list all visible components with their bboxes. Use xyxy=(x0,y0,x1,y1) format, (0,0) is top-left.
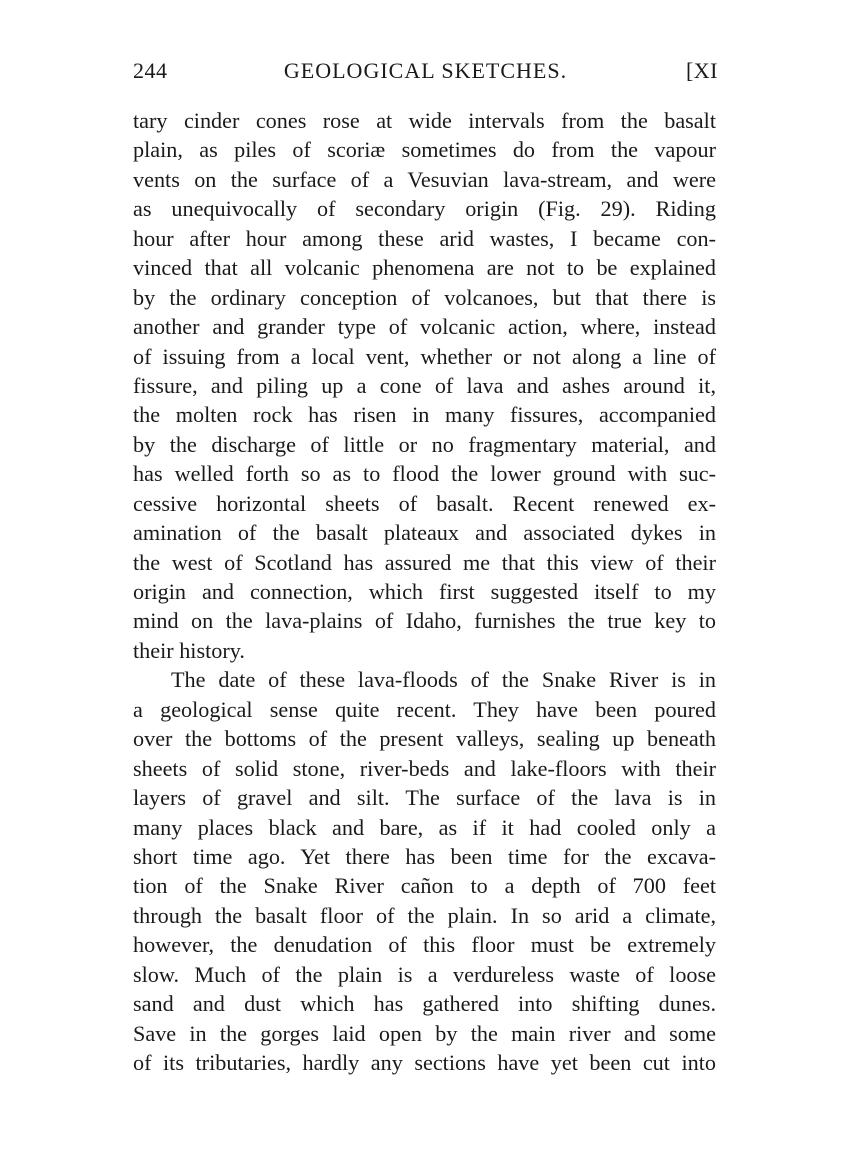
text-line: tary cinder cones rose at wide intervals from the basalt xyxy=(133,108,716,133)
text-line: layers of gravel and silt. The surface of the lava is in xyxy=(133,785,716,811)
chapter-reference: [XI xyxy=(685,58,718,83)
text-line: however, the denudation of this floor must be extremely xyxy=(133,932,716,958)
text-line: Save in the gorges laid open by the main river and some xyxy=(133,1020,716,1046)
text-line: over the bottoms of the present valleys, sealing up beneath xyxy=(133,726,716,752)
text-line: hour after hour among these arid wastes, I became con- xyxy=(133,225,716,251)
text-line: by the discharge of little or no fragmentary material, and xyxy=(133,431,716,457)
text-line: their history. xyxy=(133,637,245,663)
paragraph xyxy=(133,665,716,1077)
page-header xyxy=(133,58,718,92)
text-line: a geological sense quite recent. They have been poured xyxy=(133,696,716,722)
text-line: origin and connection, which first suggested itself to my xyxy=(133,579,716,604)
text-line: fissure, and piling up a cone of lava and ashes around it, xyxy=(133,372,716,398)
text-line: vinced that all volcanic phenomena are not to be explained xyxy=(133,255,716,281)
text-line: tion of the Snake River cañon to a depth of 700 feet xyxy=(133,873,716,899)
text-line: vents on the surface of a Vesuvian lava-stream, and were xyxy=(133,166,716,192)
text-line: The date of these lava-floods of the Snake River is in xyxy=(171,667,716,693)
text-line: has welled forth so as to flood the lower ground with suc- xyxy=(133,461,716,487)
text-line: many places black and bare, as if it had cooled only a xyxy=(133,814,716,840)
text-line: of issuing from a local vent, whether or not along a line of xyxy=(133,343,716,369)
text-line: amination of the basalt plateaux and associated dykes in xyxy=(133,520,716,546)
text-line: sheets of solid stone, river-beds and lake-floors with their xyxy=(133,755,716,781)
running-head: GEOLOGICAL SKETCHES. xyxy=(283,58,568,83)
text-line: by the ordinary conception of volcanoes, but that there is xyxy=(133,284,716,310)
text-line: another and grander type of volcanic action, where, instead xyxy=(133,314,716,340)
text-line: slow. Much of the plain is a verdureless waste of loose xyxy=(133,961,716,987)
page-number: 244 xyxy=(133,58,168,83)
text-line: short time ago. Yet there has been time for the excava- xyxy=(133,843,716,869)
text-line: the west of Scotland has assured me that this view of their xyxy=(133,549,716,575)
paragraph xyxy=(133,106,716,665)
text-line: through the basalt floor of the plain. In so arid a climate, xyxy=(133,902,716,928)
body-text xyxy=(133,106,716,1077)
text-line: mind on the lava-plains of Idaho, furnishes the true key to xyxy=(133,608,716,634)
text-line: sand and dust which has gathered into shifting dunes. xyxy=(133,991,716,1017)
text-line: plain, as piles of scoriæ sometimes do from the vapour xyxy=(133,137,716,163)
text-line: as unequivocally of secondary origin (Fig. 29). Riding xyxy=(133,196,716,222)
text-line: of its tributaries, hardly any sections have yet been cut into xyxy=(133,1050,716,1075)
text-line: cessive horizontal sheets of basalt. Recent renewed ex- xyxy=(133,490,716,516)
text-line: the molten rock has risen in many fissures, accompanied xyxy=(133,402,716,428)
